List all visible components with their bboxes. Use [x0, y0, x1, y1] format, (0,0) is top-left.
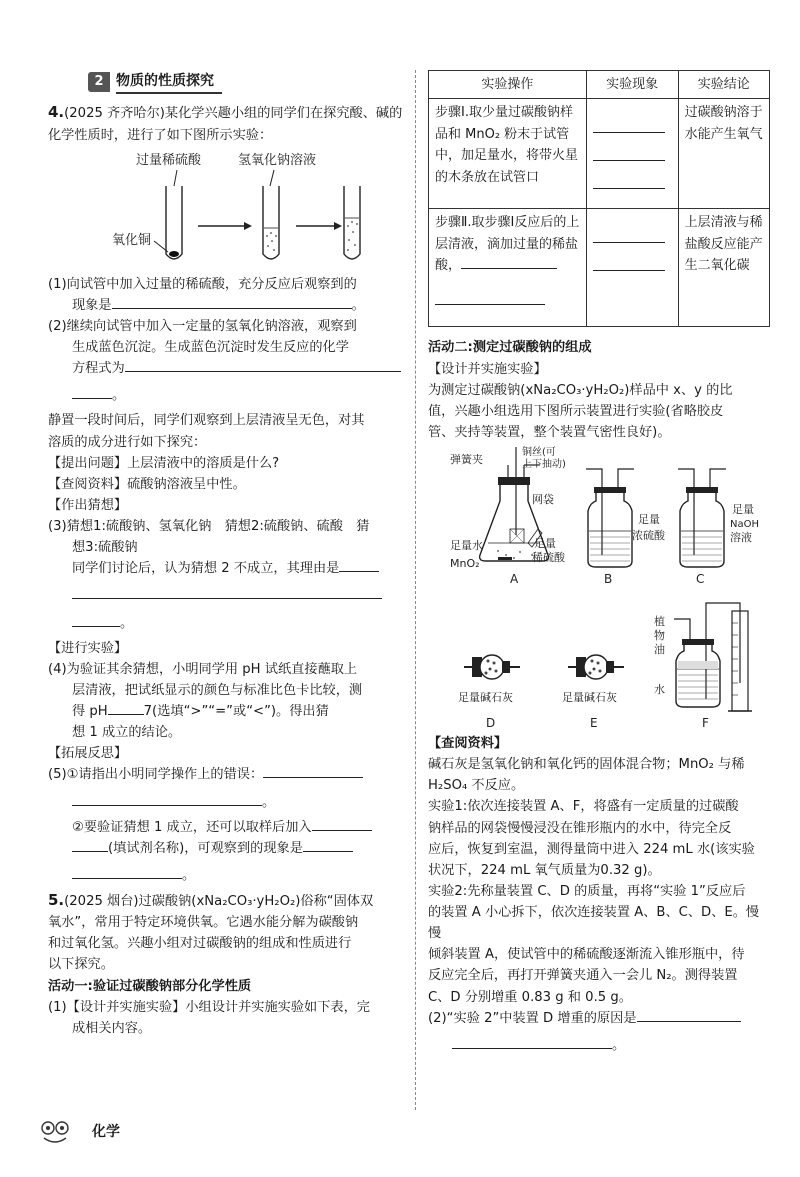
label-net-bag: 网袋 — [532, 493, 554, 507]
answer-blank-6b[interactable] — [72, 838, 108, 852]
q4-info: 【查阅资料】硫酸钠溶液呈中性。 — [48, 476, 246, 492]
answer-blank-t4[interactable] — [461, 255, 557, 269]
q4-p5d: 。 — [48, 865, 408, 886]
act2-d1: 为测定过碳酸钠(xNa₂CO₃·yH₂O₂)样品中 x、y 的比 — [428, 382, 733, 398]
column-divider — [415, 70, 416, 1110]
label-lime1: 足量碱石灰 — [458, 691, 513, 705]
act2-e2-4: C、D 分别增重 0.83 g 和 0.5 g。 — [428, 989, 632, 1005]
q5-l1: 5.(2025 烟台)过碳酸钠(xNa₂CO₃·yH₂O₂)俗称“固体双 — [48, 891, 374, 910]
q4-p2a: (2)继续向试管中加入一定量的氢氧化钠溶液，观察到 — [48, 318, 357, 334]
svg-text:NaOH: NaOH — [730, 519, 759, 531]
table-cell-phen2[interactable] — [586, 209, 678, 327]
act2-ref: 【查阅资料】 — [428, 736, 508, 752]
act2-e1-3: 状况下，224 mL 氧气质量为0.32 g)。 — [428, 862, 661, 878]
apparatus-b — [586, 469, 666, 586]
table-cell-con2: 上层清液与稀盐酸反应能产生二氧化碳 — [678, 209, 769, 327]
act2-e2-3: 反应完全后，再打开弹簧夹通入一会儿 N₂。测得装置 — [428, 968, 738, 984]
answer-blank-t2[interactable] — [593, 147, 665, 161]
answer-blank-7[interactable] — [303, 838, 353, 852]
q4-p5a2: 。 — [48, 792, 408, 813]
apparatus-e — [562, 655, 624, 730]
act2-e1-0: 实验1:依次连接装置 A、F，将盛有一定质量的过碳酸 — [428, 799, 739, 815]
answer-blank-q2[interactable] — [637, 1008, 741, 1022]
q4-p5a: (5)①请指出小明同学操作上的错误： — [48, 764, 408, 785]
q4-p2c: 方程式为 — [48, 358, 408, 379]
table-cell-op2: 步骤Ⅱ.取步骤Ⅰ反应后的上层清液，滴加过量的稀盐酸， — [429, 209, 587, 327]
q4-guess: 【作出猜想】 — [48, 497, 128, 513]
table-header: 实验操作 — [429, 71, 587, 99]
answer-blank-3c[interactable] — [72, 613, 120, 627]
act2-q2b: 。 — [428, 1035, 770, 1056]
q5-act1: 活动一:验证过碳酸钠部分化学性质 — [48, 978, 252, 994]
q5-l4: 以下探究。 — [48, 957, 114, 973]
answer-blank-t6[interactable] — [593, 229, 665, 243]
q4-p3a: 静置一段时间后，同学们观察到上层清液呈无色，对其 — [48, 413, 365, 429]
label-spring-clip: 弹簧夹 — [450, 453, 483, 467]
q5-l2: 氧水”，常用于特定环境供氧。它遇水能分解为碳酸钠 — [48, 915, 359, 931]
act2-e2-1: 的装置 A 小心拆下，依次连接装置 A、B、C、D、E。慢慢 — [428, 905, 760, 942]
mascot-icon — [38, 1118, 82, 1146]
label-water2: 水 — [654, 683, 665, 697]
q4-g3b: 想3:硫酸钠 — [72, 540, 138, 556]
test-tube-diagram — [48, 146, 408, 274]
left-column — [48, 70, 408, 1039]
apparatus-figure — [428, 443, 770, 733]
label-d: D — [486, 716, 496, 731]
label-dilute-acid: 足量 — [534, 537, 556, 551]
q4-p5c: (填试剂名称)，可观察到的现象是 — [48, 838, 408, 859]
q4-p1a: (1)向试管中加入过量的稀硫酸，充分反应后观察到的 — [48, 276, 357, 292]
fig-label-naoh: 氢氧化钠溶液 — [238, 152, 317, 168]
table-header: 实验现象 — [586, 71, 678, 99]
test-tube-3 — [344, 186, 360, 259]
label-a: A — [510, 572, 519, 587]
q4-p3b: 溶质的成分进行如下探究： — [48, 434, 207, 450]
act2-title: 活动二:测定过碳酸钠的组成 — [428, 340, 592, 356]
q4-g3c: 同学们讨论后，认为猜想 2 不成立，其理由是 — [48, 558, 408, 579]
answer-blank-t7[interactable] — [593, 257, 665, 271]
q4-p1b: 现象是 。 — [48, 295, 408, 316]
q4-figure — [48, 146, 408, 274]
label-lime2: 足量碱石灰 — [562, 691, 617, 705]
q4-exp: 【进行实验】 — [48, 640, 128, 656]
label-c: C — [696, 572, 705, 587]
answer-blank-3b[interactable] — [72, 585, 382, 599]
act2-r2: H₂SO₄ 不反应。 — [428, 778, 525, 794]
act2-d3: 管、夹持等装置，整个装置气密性良好)。 — [428, 424, 671, 440]
answer-blank-5[interactable] — [263, 764, 363, 778]
q4-g3e: 。 — [48, 613, 408, 634]
answer-blank-t1[interactable] — [593, 119, 665, 133]
svg-text:油: 油 — [654, 643, 665, 657]
act2-e2-2: 倾斜装置 A，使试管中的稀硫酸逐渐流入锥形瓶中，待 — [428, 947, 745, 963]
arrow-2 — [296, 222, 342, 230]
answer-blank-5b[interactable] — [72, 792, 262, 806]
table-cell-op1: 步骤Ⅰ.取少量过碳酸钠样品和 MnO₂ 粉末于试管中，加足量水，将带火星的木条放在试管口 — [429, 99, 587, 209]
answer-blank-4[interactable] — [108, 701, 144, 715]
q4-ask: 【提出问题】上层清液中的溶质是什么? — [48, 455, 280, 471]
svg-text:上下抽动): 上下抽动) — [522, 459, 566, 471]
act2-e1-2: 应后，恢复到室温，测得量筒中进入 224 mL 水(该实验 — [428, 841, 755, 857]
experiment-table — [428, 70, 770, 327]
answer-blank-t5[interactable] — [435, 291, 545, 305]
q4-stem: 4.(2025 齐齐哈尔)某化学兴趣小组的同学们在探究酸、碱的化学性质时，进行了如下图所示实验： — [48, 103, 403, 143]
table-row — [429, 99, 770, 209]
act2-e2-0: 实验2:先称量装置 C、D 的质量，再将“实验 1”反应后 — [428, 883, 746, 899]
label-b: B — [604, 572, 613, 587]
label-water: 足量水 — [450, 539, 483, 553]
q5-l3: 和过氧化氢。兴趣小组对过碳酸钠的组成和性质进行 — [48, 936, 352, 952]
answer-blank-q2b[interactable] — [452, 1035, 612, 1049]
section-header — [88, 70, 408, 94]
label-veg-oil: 植 — [654, 615, 665, 629]
act2-r1: 碱石灰是氢氧化钠和氧化钙的固体混合物；MnO₂ 与稀 — [428, 757, 745, 773]
q4-p2d: 。 — [48, 385, 408, 406]
footer-subject: 化学 — [92, 1123, 120, 1140]
q4-p2b: 生成蓝色沉淀。生成蓝色沉淀时发生反应的化学 — [72, 340, 349, 356]
section-title: 物质的性质探究 — [116, 70, 222, 94]
table-row — [429, 209, 770, 327]
q4-g3a: (3)猜想1:硫酸钠、氢氧化钠 猜想2:硫酸钠、硫酸 猜 — [48, 519, 370, 535]
label-conc-acid: 足量 — [638, 513, 660, 527]
arrow-1 — [198, 222, 252, 230]
act2-d2: 值，兴趣小组选用下图所示装置进行实验(省略胶皮 — [428, 403, 724, 419]
page-footer — [38, 1118, 120, 1146]
fig-label-cuo: 氧化铜 — [112, 232, 152, 248]
apparatus-c — [678, 469, 759, 586]
table-header: 实验结论 — [678, 71, 769, 99]
apparatus-a — [450, 445, 566, 586]
test-tube-2 — [263, 186, 279, 259]
label-e: E — [590, 716, 598, 731]
q5-s1b: 成相关内容。 — [72, 1020, 152, 1036]
label-mno2: MnO₂ — [450, 557, 480, 571]
q5-s1a: (1)【设计并实施实验】小组设计并实施实验如下表，完 — [48, 999, 370, 1015]
section-badge: 2 — [88, 72, 110, 92]
answer-blank-2b[interactable] — [72, 385, 112, 399]
test-tube-1 — [166, 186, 182, 259]
act2-q2: (2)“实验 2”中装置 D 增重的原因是 — [428, 1008, 770, 1029]
q4-g3d — [48, 585, 408, 606]
answer-blank-2[interactable] — [125, 358, 401, 372]
answer-blank-1[interactable] — [112, 295, 352, 309]
answer-blank-6[interactable] — [312, 817, 372, 831]
right-column — [428, 70, 770, 1056]
label-f: F — [702, 716, 709, 731]
table-cell-phen1[interactable] — [586, 99, 678, 209]
svg-text:浓硫酸: 浓硫酸 — [632, 529, 665, 543]
q4-p5b: ②要验证猜想 1 成立，还可以取样后加入 — [48, 817, 408, 838]
label-copper-wire: 铜丝(可 — [522, 447, 556, 459]
table-cell-con1: 过碳酸钠溶于水能产生氧气 — [678, 99, 769, 209]
q4-p4c: 得 pH 7(选填“>”“=”或“<”)。得出猜 — [48, 701, 408, 722]
apparatus-diagram — [428, 443, 770, 733]
q4-p4b: 层清液，把试纸显示的颜色与标准比色卡比较，测 — [72, 682, 363, 698]
label-naoh: 足量 — [732, 503, 754, 517]
fig-label-acid: 过量稀硫酸 — [136, 152, 202, 168]
apparatus-d — [458, 655, 520, 730]
act2-design: 【设计并实施实验】 — [428, 361, 547, 377]
answer-blank-t3[interactable] — [593, 175, 665, 189]
q4-p4d: 想 1 成立的结论。 — [72, 725, 182, 741]
svg-text:溶液: 溶液 — [730, 531, 752, 545]
answer-blank-7b[interactable] — [72, 865, 182, 879]
svg-text:稀硫酸: 稀硫酸 — [532, 551, 565, 565]
q4-refl: 【拓展反思】 — [48, 746, 128, 762]
apparatus-f — [654, 603, 752, 730]
act2-e1-1: 钠样品的网袋慢慢浸没在锥形瓶内的水中，待完全反 — [428, 820, 732, 836]
q4-p4a: (4)为验证其余猜想，小明同学用 pH 试纸直接蘸取上 — [48, 661, 358, 677]
answer-blank-3[interactable] — [339, 558, 379, 572]
svg-text:物: 物 — [654, 629, 665, 643]
table-header-row — [429, 71, 770, 99]
